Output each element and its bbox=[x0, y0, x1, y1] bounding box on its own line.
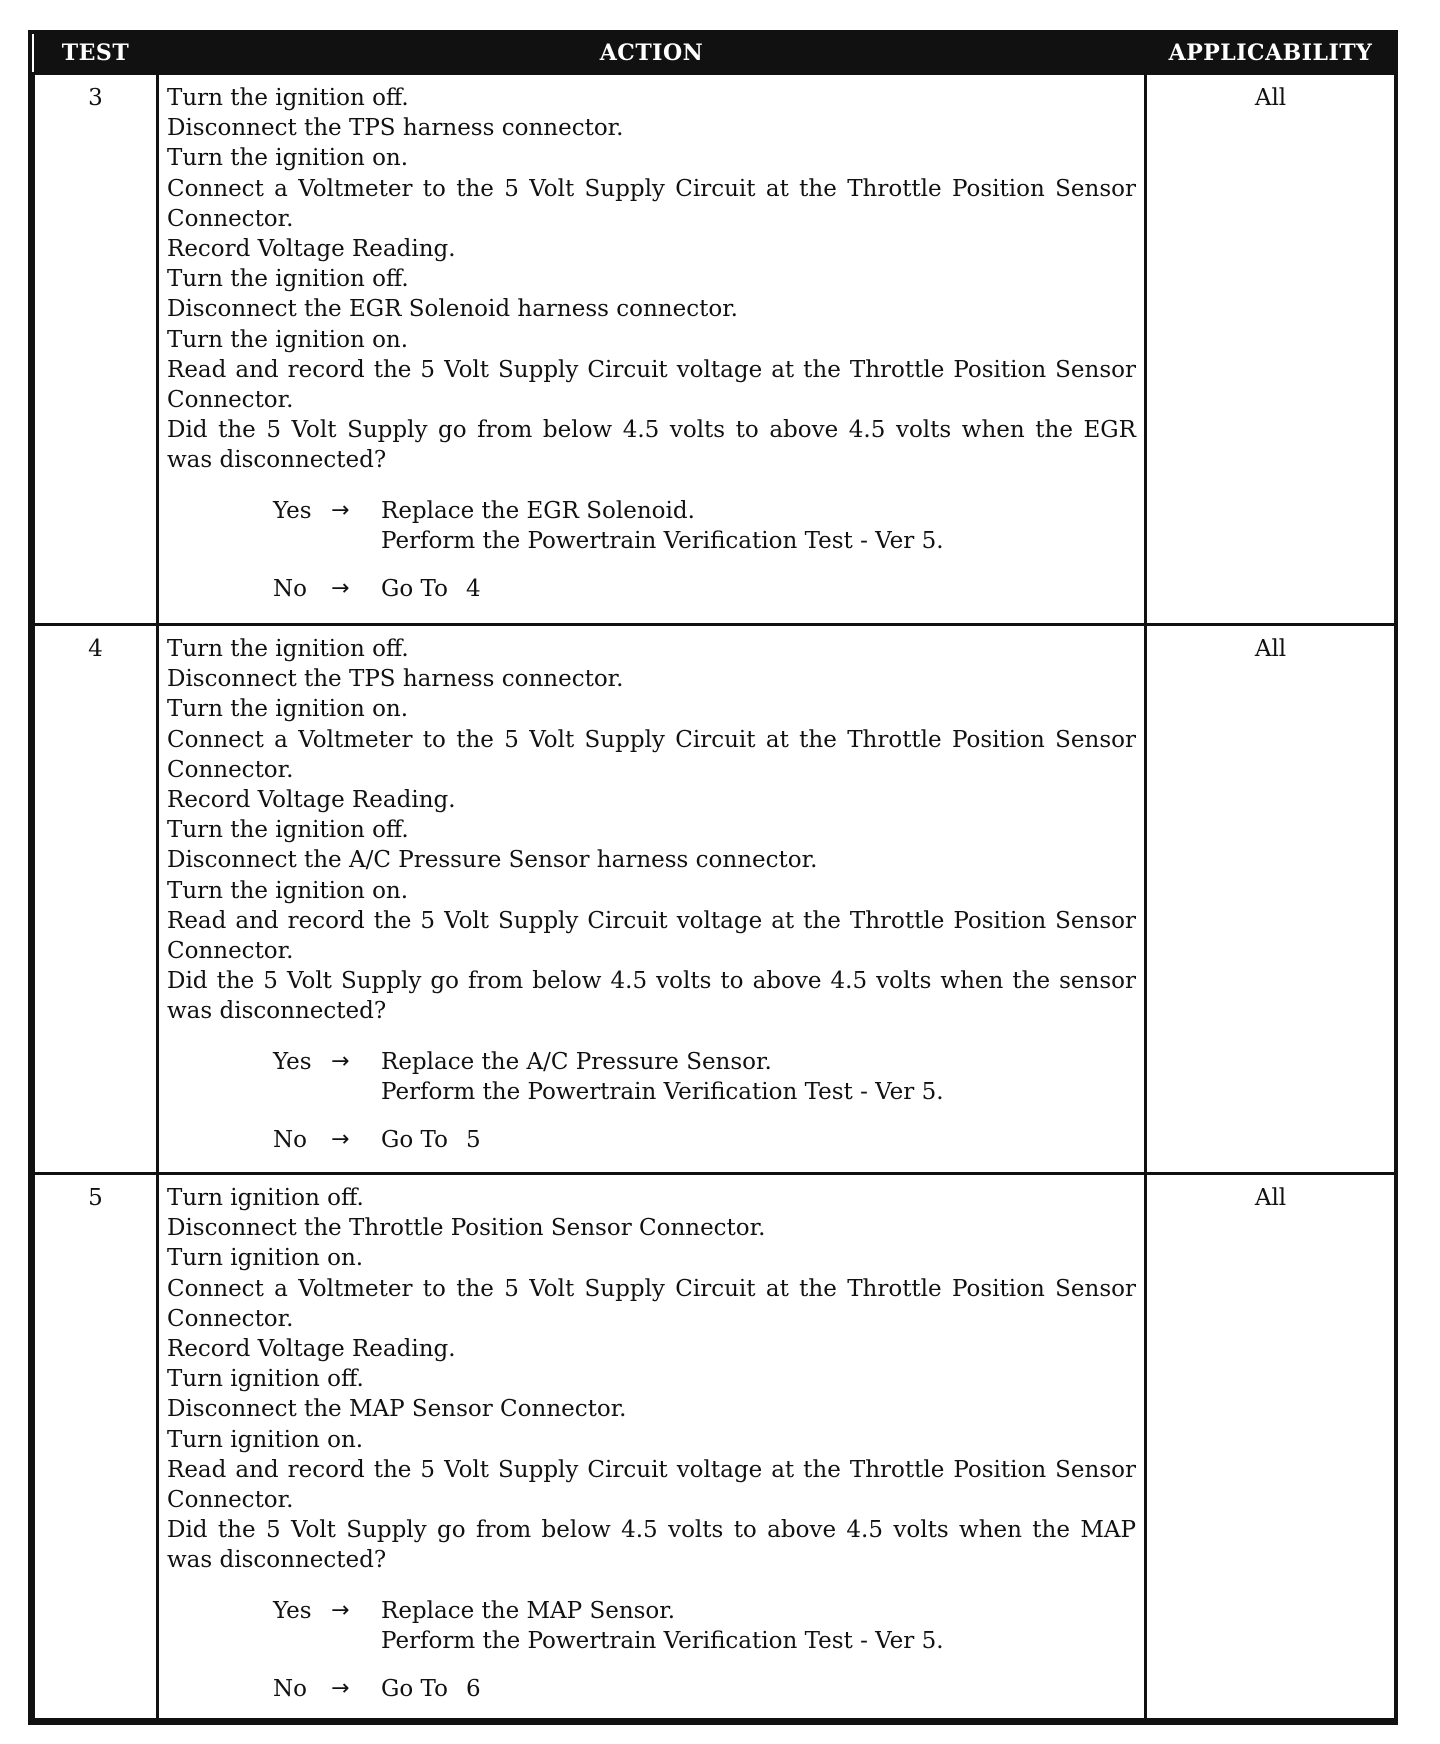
action-step: Disconnect the TPS harness connector. bbox=[167, 666, 624, 693]
action-step: Connect a Voltmeter to the 5 Volt Supply Circuit at the Throttle Position Sensor Connector. bbox=[167, 726, 1136, 783]
outcome-yes-label: Yes bbox=[273, 497, 312, 524]
goto-target: 4 bbox=[465, 576, 481, 603]
outcomes bbox=[273, 1047, 1136, 1156]
right-arrow-icon: → bbox=[331, 1597, 350, 1623]
action-step: Turn ignition on. bbox=[167, 1426, 364, 1453]
action-step: Turn the ignition off. bbox=[167, 636, 409, 662]
diagnostic-procedure-table bbox=[32, 34, 1397, 1721]
goto-target: 6 bbox=[465, 1676, 481, 1703]
action-step: Turn the ignition on. bbox=[167, 696, 409, 723]
test-number: 4 bbox=[34, 625, 158, 1174]
diagnostic-procedure-sheet bbox=[28, 30, 1398, 1725]
outcome-yes-text bbox=[381, 1047, 1136, 1107]
action-step: Record Voltage Reading. bbox=[167, 787, 456, 814]
outcomes bbox=[273, 1596, 1136, 1705]
outcome-yes-line: Perform the Powertrain Verification Test - Ver 5. bbox=[381, 1627, 944, 1654]
action-step: Turn the ignition off. bbox=[167, 266, 409, 293]
outcomes bbox=[273, 496, 1136, 605]
outcome-yes bbox=[273, 1596, 1136, 1656]
action-step: Disconnect the TPS harness connector. bbox=[167, 115, 624, 142]
outcome-yes bbox=[273, 496, 1136, 556]
outcome-no-label: No bbox=[273, 1127, 307, 1154]
right-arrow-icon: → bbox=[331, 1048, 350, 1074]
outcome-yes bbox=[273, 1047, 1136, 1107]
action-step: Read and record the 5 Volt Supply Circuit voltage at the Throttle Position Sensor Connector. bbox=[167, 1456, 1136, 1514]
right-arrow-icon: → bbox=[331, 497, 350, 523]
action-step: Turn ignition off. bbox=[167, 1185, 364, 1211]
table-row bbox=[34, 1174, 1396, 1720]
outcome-yes-line: Replace the EGR Solenoid. bbox=[381, 497, 695, 524]
action-step: Turn the ignition on. bbox=[167, 326, 409, 353]
action-step: Disconnect the MAP Sensor Connector. bbox=[167, 1396, 627, 1423]
outcome-no-text bbox=[381, 1125, 1136, 1155]
goto-label: Go To bbox=[381, 1676, 448, 1703]
action-step: Read and record the 5 Volt Supply Circuit voltage at the Throttle Position Sensor Connector. bbox=[167, 907, 1136, 965]
goto-label: Go To bbox=[381, 576, 448, 603]
outcome-no-text bbox=[381, 574, 1136, 604]
goto-label: Go To bbox=[381, 1127, 448, 1154]
outcome-yes-text bbox=[381, 1596, 1136, 1656]
outcome-yes-line: Perform the Powertrain Verification Test - Ver 5. bbox=[381, 1078, 944, 1105]
action-step: Turn the ignition on. bbox=[167, 145, 409, 172]
goto-target: 5 bbox=[465, 1127, 481, 1154]
outcome-no bbox=[273, 1674, 1136, 1704]
action-step: Disconnect the A/C Pressure Sensor harness connector. bbox=[167, 847, 818, 874]
applicability-value: All bbox=[1146, 625, 1396, 1174]
header-action: ACTION bbox=[158, 34, 1146, 74]
outcome-yes-label: Yes bbox=[273, 1597, 312, 1624]
action-step: Read and record the 5 Volt Supply Circuit voltage at the Throttle Position Sensor Connector. bbox=[167, 356, 1136, 414]
action-step: Did the 5 Volt Supply go from below 4.5 volts to above 4.5 volts when the EGR was disconnected? bbox=[167, 417, 1136, 474]
outcome-yes-label: Yes bbox=[273, 1048, 312, 1075]
right-arrow-icon: → bbox=[331, 1676, 350, 1702]
outcome-no bbox=[273, 574, 1136, 604]
action-step: Did the 5 Volt Supply go from below 4.5 volts to above 4.5 volts when the sensor was disconnected? bbox=[167, 968, 1136, 1025]
action-cell bbox=[158, 74, 1146, 625]
action-step: Turn ignition off. bbox=[167, 1366, 364, 1393]
action-step: Did the 5 Volt Supply go from below 4.5 volts to above 4.5 volts when the MAP was disconnected? bbox=[167, 1517, 1136, 1574]
table-row bbox=[34, 74, 1396, 625]
right-arrow-icon: → bbox=[331, 1127, 350, 1153]
right-arrow-icon: → bbox=[331, 576, 350, 602]
action-cell bbox=[158, 1174, 1146, 1720]
applicability-value: All bbox=[1146, 74, 1396, 625]
outcome-no-label: No bbox=[273, 576, 307, 603]
action-step: Disconnect the Throttle Position Sensor Connector. bbox=[167, 1215, 766, 1242]
action-step: Disconnect the EGR Solenoid harness connector. bbox=[167, 296, 738, 323]
table-header-row bbox=[34, 34, 1396, 74]
action-step: Connect a Voltmeter to the 5 Volt Supply Circuit at the Throttle Position Sensor Connector. bbox=[167, 175, 1136, 232]
action-step: Record Voltage Reading. bbox=[167, 1336, 456, 1363]
outcome-yes-line: Replace the A/C Pressure Sensor. bbox=[381, 1048, 772, 1075]
header-test: TEST bbox=[34, 34, 158, 74]
action-step: Turn the ignition off. bbox=[167, 85, 409, 111]
action-step: Turn the ignition on. bbox=[167, 877, 409, 904]
applicability-value: All bbox=[1146, 1174, 1396, 1720]
outcome-yes-line: Perform the Powertrain Verification Test - Ver 5. bbox=[381, 527, 944, 554]
outcome-no bbox=[273, 1125, 1136, 1155]
action-step: Connect a Voltmeter to the 5 Volt Supply Circuit at the Throttle Position Sensor Connector. bbox=[167, 1275, 1136, 1332]
action-cell bbox=[158, 625, 1146, 1174]
outcome-yes-line: Replace the MAP Sensor. bbox=[381, 1597, 676, 1624]
outcome-no-text bbox=[381, 1674, 1136, 1704]
header-applicability: APPLICABILITY bbox=[1146, 34, 1396, 74]
action-step: Record Voltage Reading. bbox=[167, 236, 456, 263]
outcome-yes-text bbox=[381, 496, 1136, 556]
outcome-no-label: No bbox=[273, 1676, 307, 1703]
action-step: Turn the ignition off. bbox=[167, 817, 409, 844]
test-number: 5 bbox=[34, 1174, 158, 1720]
action-step: Turn ignition on. bbox=[167, 1245, 364, 1272]
test-number: 3 bbox=[34, 74, 158, 625]
table-row bbox=[34, 625, 1396, 1174]
